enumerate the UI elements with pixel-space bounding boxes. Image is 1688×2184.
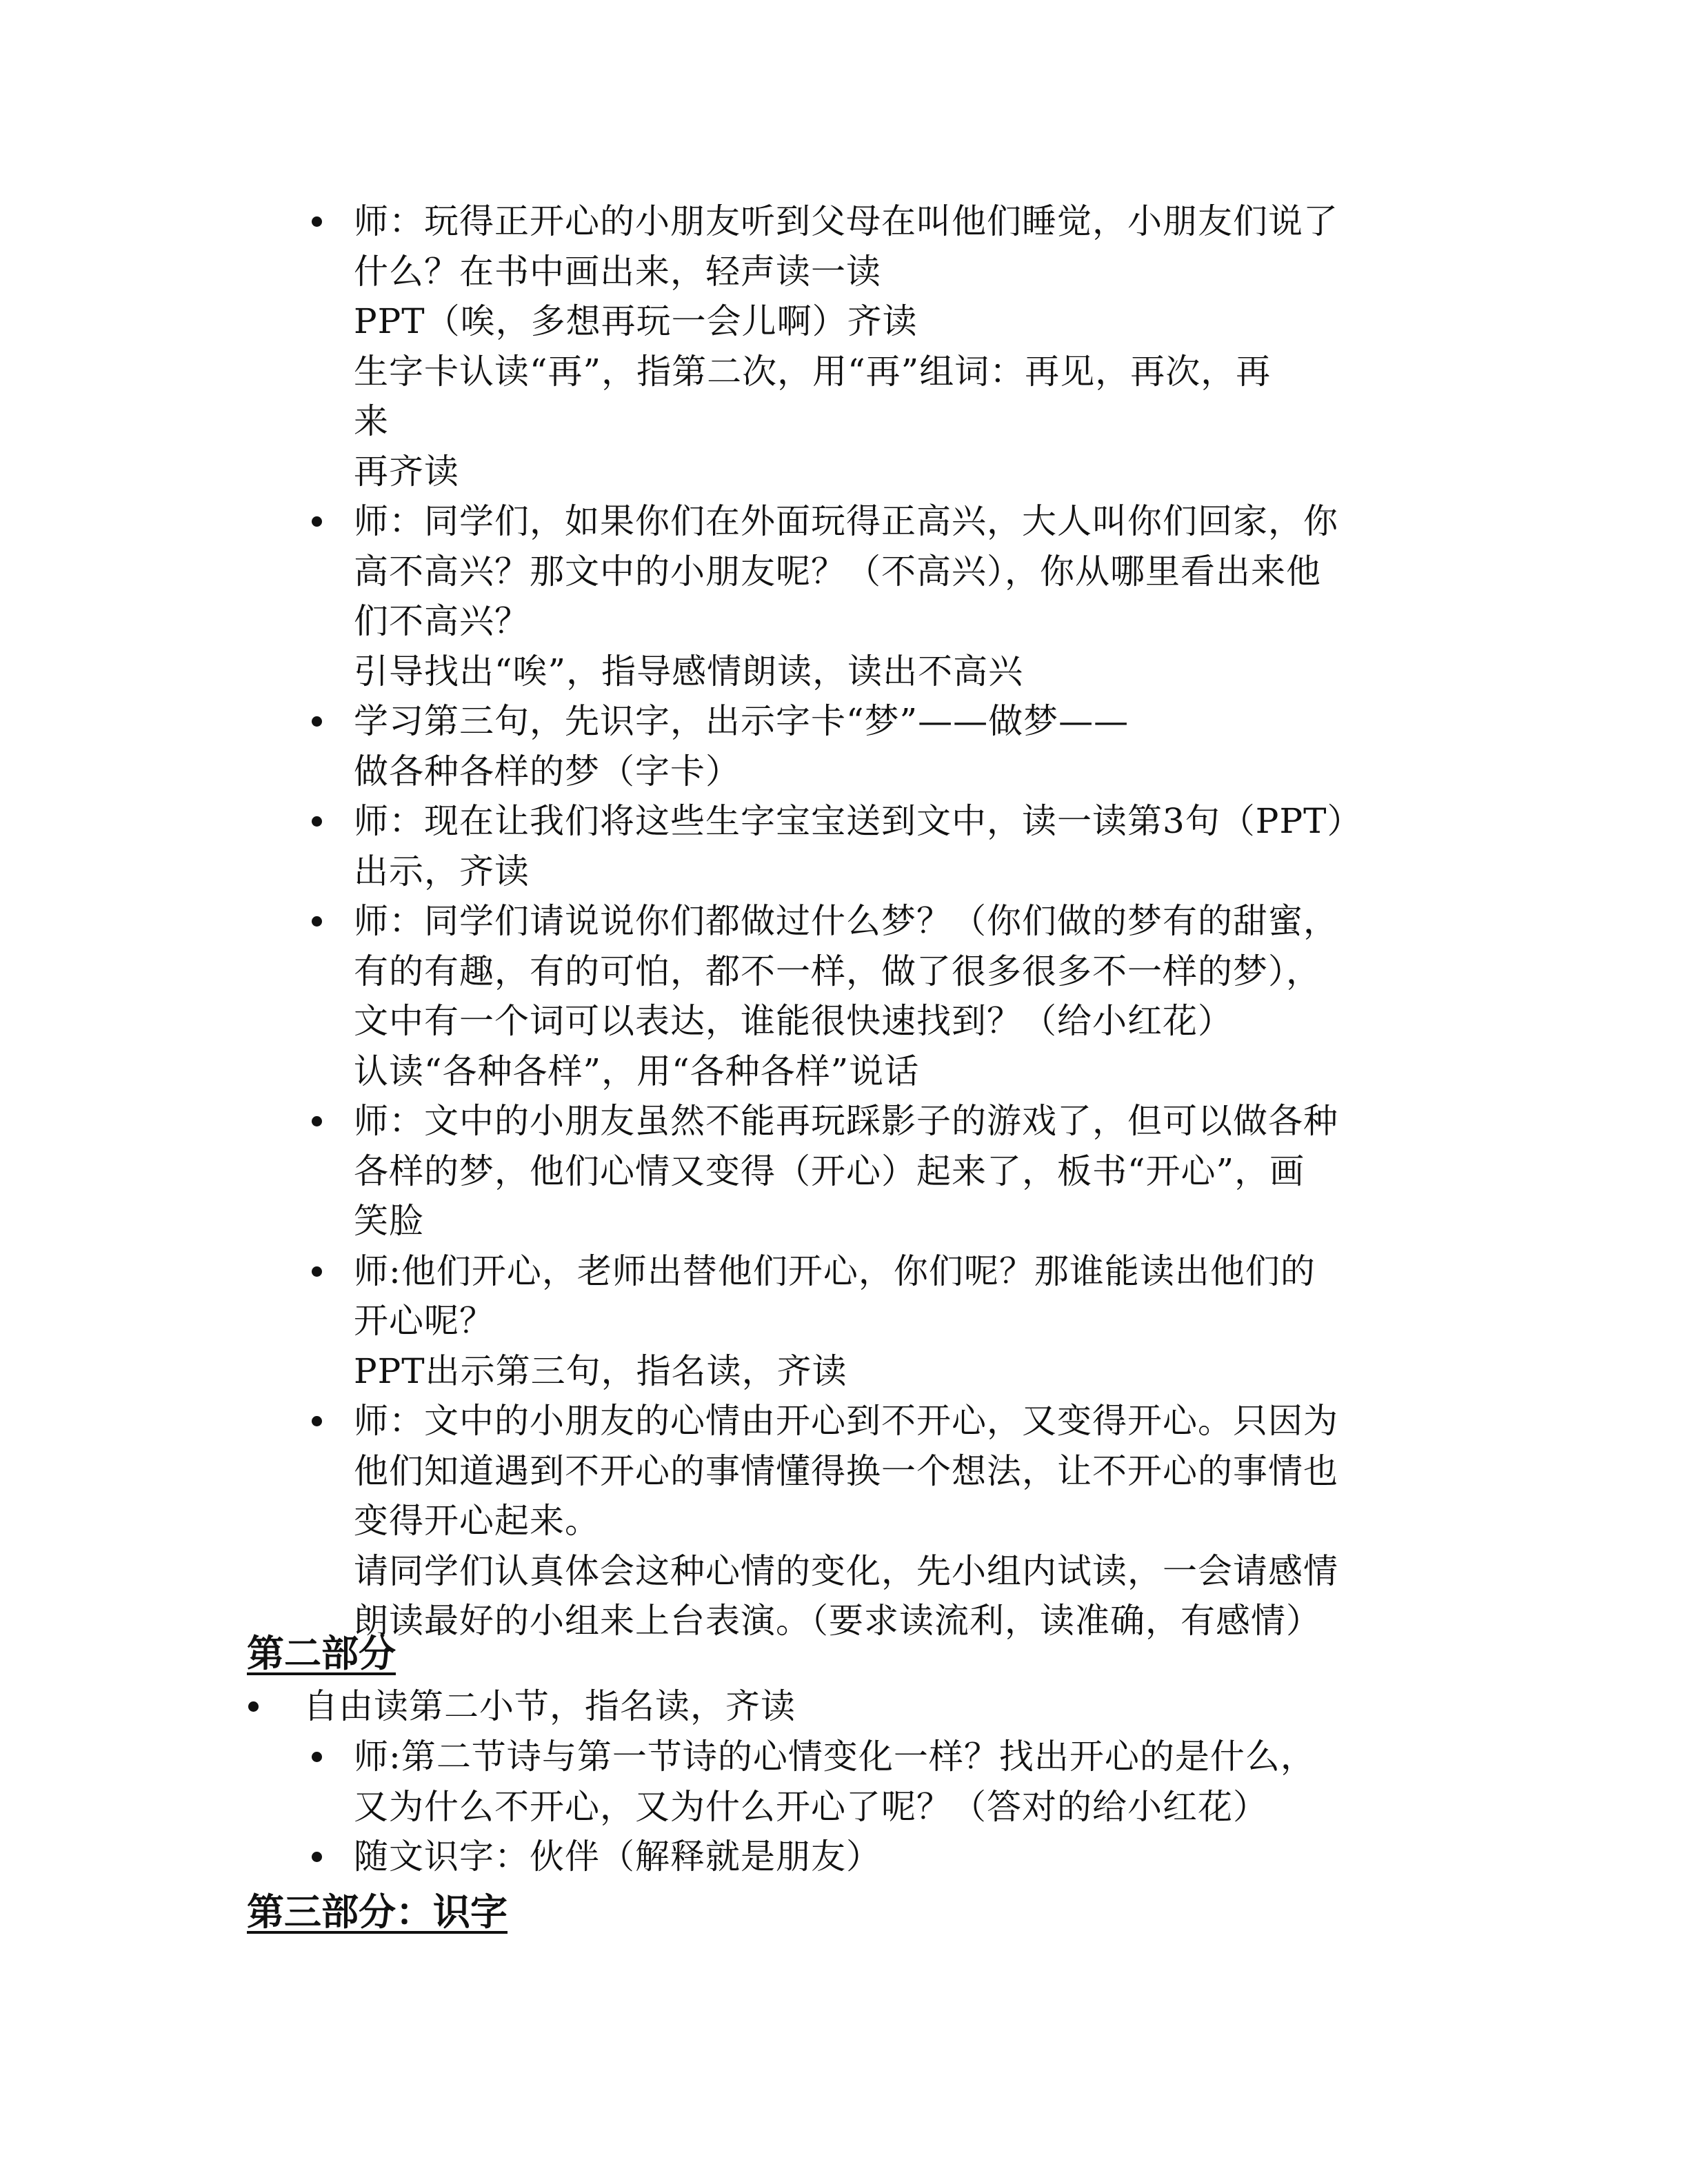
bullet-icon: [312, 1116, 322, 1126]
list-item-line: 朗读最好的小组来上台表演。（要求读流利，读准确，有感情）: [354, 1601, 1321, 1641]
list-item-line: 各样的梦，他们心情又变得（开心）起来了，板书“开心”，画: [354, 1151, 1305, 1191]
bullet-icon: [312, 916, 322, 927]
list-item-line: 高不高兴？那文中的小朋友呢？（不高兴），你从哪里看出来他: [354, 551, 1321, 592]
list-item-line: 变得开心起来。: [354, 1501, 600, 1541]
list-item-line: 出示，齐读: [354, 851, 530, 891]
bullet-icon: [312, 1416, 322, 1426]
list-item-line: 生字卡认读“再”，指第二次，用“再”组词：再见，再次，再: [354, 351, 1272, 392]
list-item-line: 师：玩得正开心的小朋友听到父母在叫他们睡觉，小朋友们说了: [354, 201, 1338, 241]
list-item-line: 开心呢？: [354, 1301, 494, 1341]
bullet-icon: [312, 716, 322, 727]
list-item-line: 师:他们开心，老师出替他们开心，你们呢？那谁能读出他们的: [354, 1251, 1316, 1291]
bullet-icon: [312, 216, 322, 227]
list-item-line: 师：文中的小朋友虽然不能再玩踩影子的游戏了，但可以做各种: [354, 1101, 1338, 1141]
list-item-line: 认读“各种各样”，用“各种各样”说话: [354, 1051, 920, 1091]
bullet-icon: [312, 1752, 322, 1762]
list-item-line: PPT出示第三句，指名读，齐读: [354, 1351, 847, 1391]
bullet-icon: [248, 1701, 259, 1712]
list-item-line: 师:第二节诗与第一节诗的心情变化一样？找出开心的是什么，: [354, 1737, 1316, 1777]
list-item-line: 笑脸: [354, 1201, 424, 1241]
list-item-line: 他们知道遇到不开心的事情懂得换一个想法，让不开心的事情也: [354, 1450, 1338, 1491]
list-item-line: 师：文中的小朋友的心情由开心到不开心，又变得开心。只因为: [354, 1401, 1338, 1441]
list-item-line: 随文识字：伙伴（解释就是朋友）: [354, 1837, 881, 1877]
bullet-icon: [312, 816, 322, 827]
list-item-line: 请同学们认真体会这种心情的变化，先小组内试读，一会请感情: [354, 1550, 1338, 1591]
section-heading-part-2: 第二部分: [247, 1631, 396, 1675]
list-item-line: 再齐读: [354, 451, 459, 492]
list-item-line: 又为什么不开心，又为什么开心了呢？（答对的给小红花）: [354, 1786, 1268, 1827]
list-item-line: PPT（唉，多想再玩一会儿啊）齐读: [354, 301, 918, 341]
list-item-line: 有的有趣，有的可怕，都不一样，做了很多很多不一样的梦），: [354, 951, 1321, 991]
list-item-line: 什么？在书中画出来，轻声读一读: [354, 251, 881, 292]
list-item-line: 做各种各样的梦（字卡）: [354, 751, 741, 791]
list-item-line: 文中有一个词可以表达，谁能很快速找到？（给小红花）: [354, 1001, 1233, 1041]
bullet-icon: [312, 516, 322, 527]
list-item-line: 师：同学们请说说你们都做过什么梦？（你们做的梦有的甜蜜，: [354, 901, 1338, 941]
list-item-line: 引导找出“唉”，指导感情朗读，读出不高兴: [354, 651, 1024, 691]
section-heading-part-3: 第三部分：识字: [247, 1890, 508, 1934]
list-item-line: 师：同学们，如果你们在外面玩得正高兴，大人叫你们回家，你: [354, 501, 1338, 541]
list-item-line: 学习第三句，先识字，出示字卡“梦”——做梦——: [354, 701, 1129, 741]
bullet-icon: [312, 1852, 322, 1862]
list-item-line: 师：现在让我们将这些生字宝宝送到文中，读一读第3句（PPT）: [354, 801, 1363, 841]
list-item-line: 自由读第二小节，指名读，齐读: [303, 1686, 796, 1726]
list-item-line: 来: [354, 401, 389, 441]
bullet-icon: [312, 1266, 322, 1277]
list-item-line: 们不高兴？: [354, 601, 530, 641]
